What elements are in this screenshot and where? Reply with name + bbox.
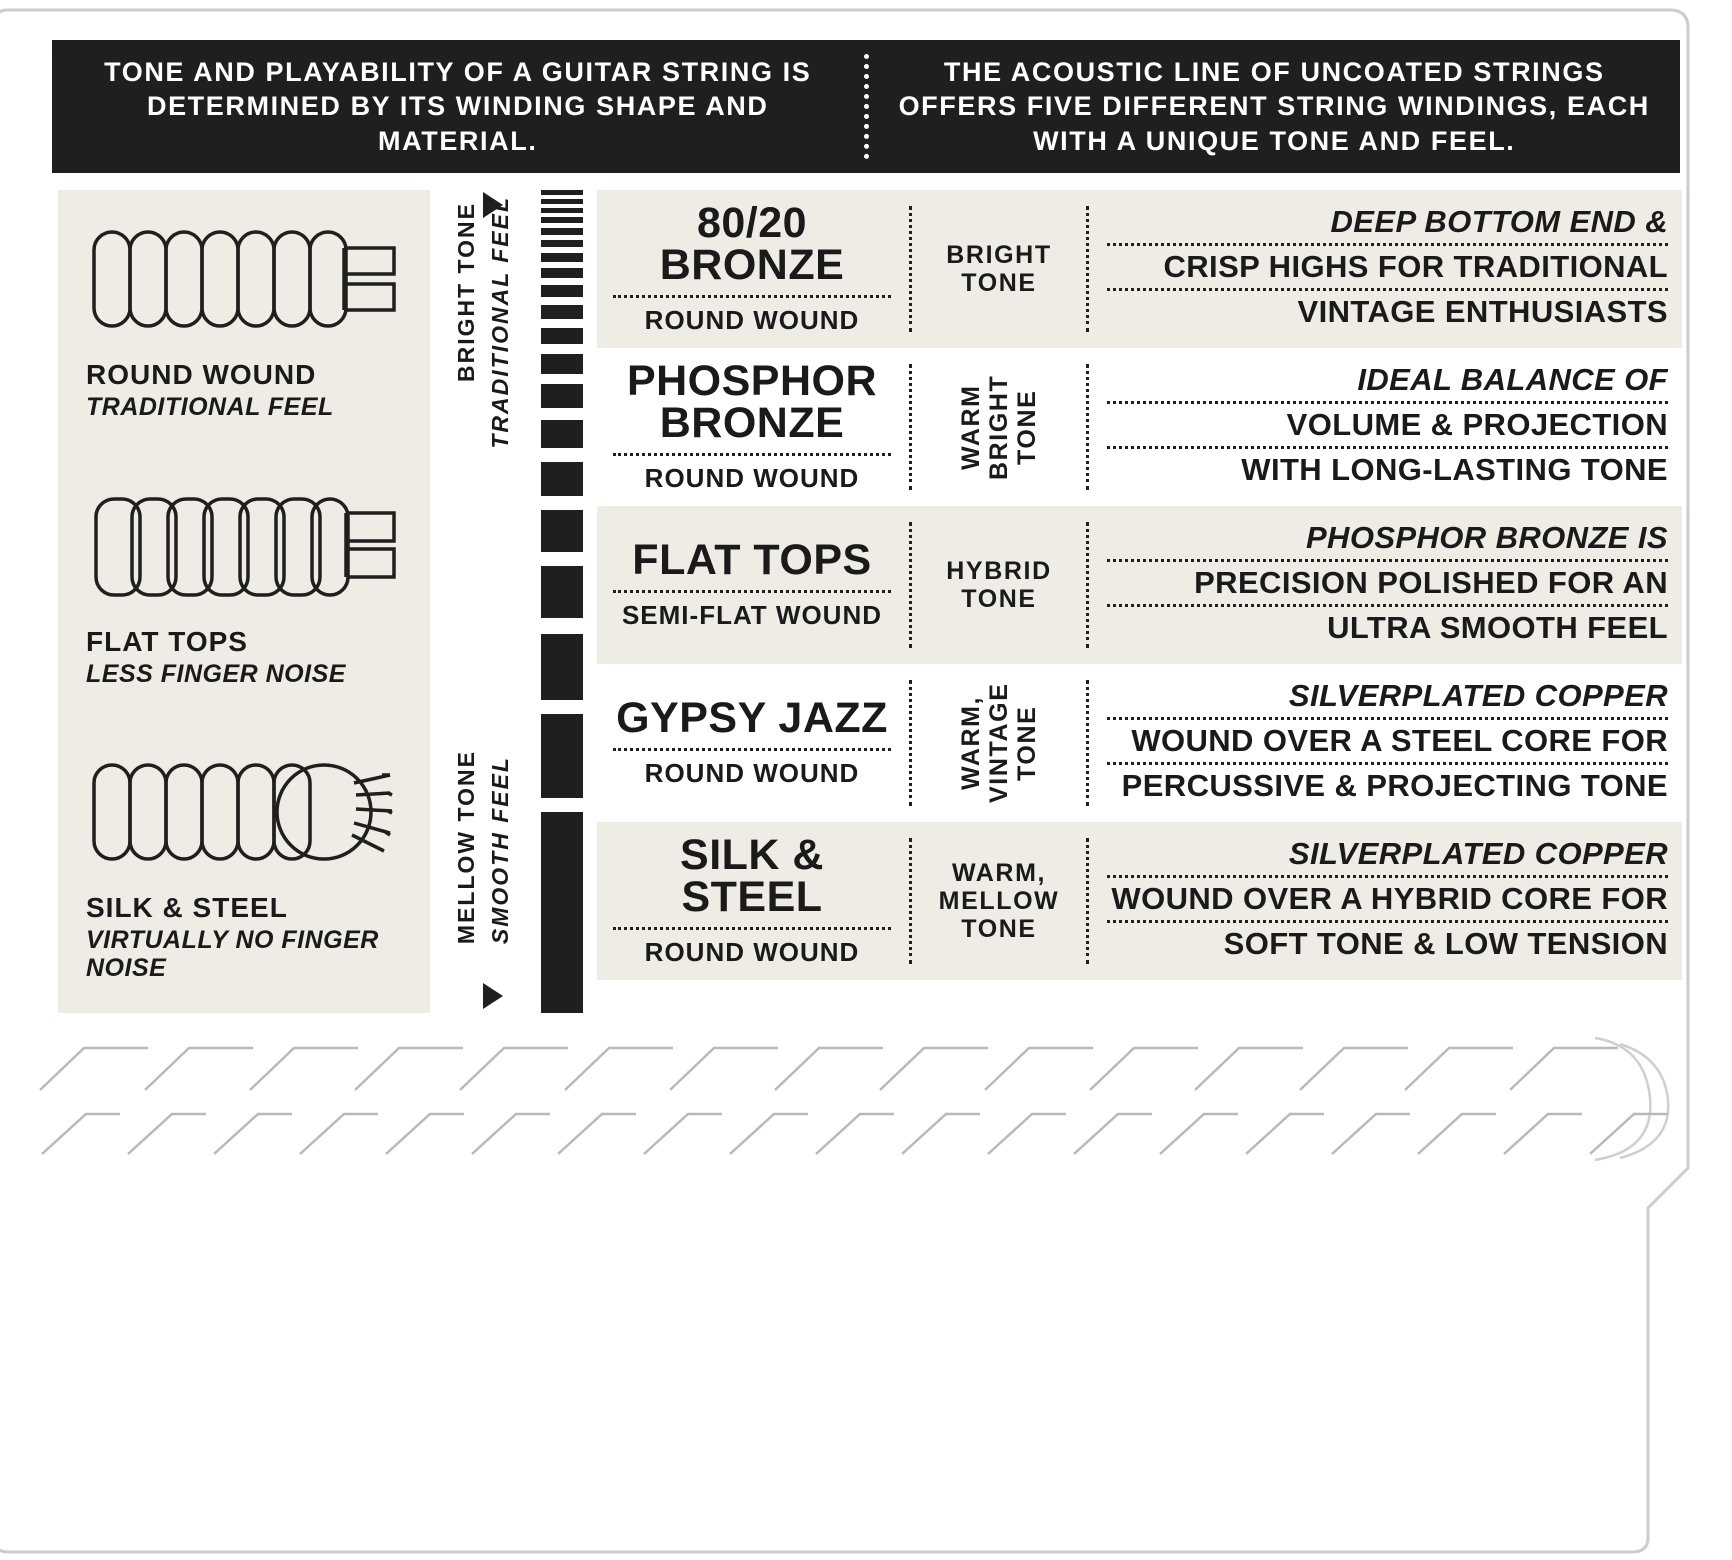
scale-arrow-bottom: [483, 983, 503, 1009]
tone-gradient-bars: [541, 190, 583, 1013]
divider: [909, 364, 912, 490]
string-name-cell: [607, 356, 897, 498]
string-name: SILK & STEEL: [680, 830, 824, 921]
tone-label: WARM, MELLOW TONE: [938, 859, 1060, 943]
silk-steel-coil-icon: [86, 753, 402, 873]
description-line: PRECISION POLISHED FOR AN: [1107, 566, 1668, 607]
winding-silk-and-steel: [58, 753, 430, 982]
table-row[interactable]: [597, 506, 1682, 664]
tone-cell: [924, 830, 1074, 972]
description-line: SOFT TONE & LOW TENSION: [1223, 925, 1668, 961]
string-name: GYPSY JAZZ: [616, 693, 888, 742]
string-name-cell: [607, 672, 897, 814]
divider: [613, 748, 891, 751]
description-cell: [1101, 672, 1668, 814]
string-name-cell: [607, 514, 897, 656]
description-line: SILVERPLATED COPPER: [1107, 679, 1668, 720]
divider: [613, 590, 891, 593]
tone-cell: [924, 672, 1074, 814]
tone-cell: [924, 514, 1074, 656]
string-name-cell: [607, 830, 897, 972]
string-name: PHOSPHOR BRONZE: [626, 356, 878, 447]
description-line: VOLUME & PROJECTION: [1107, 408, 1668, 449]
tone-scale-labels: [445, 190, 537, 1013]
scale-label-traditional-feel: TRADITIONAL FEEL: [487, 196, 513, 449]
description-line: CRISP HIGHS FOR TRADITIONAL: [1107, 250, 1668, 291]
string-wind: ROUND WOUND: [644, 463, 860, 494]
table-row[interactable]: [597, 822, 1682, 980]
winding-subtitle: LESS FINGER NOISE: [86, 660, 346, 688]
string-wind: SEMI-FLAT WOUND: [621, 600, 883, 631]
divider: [909, 680, 912, 806]
divider: [1086, 522, 1089, 648]
round-wound-coil-icon: [86, 220, 402, 340]
description-line: WITH LONG-LASTING TONE: [1241, 451, 1668, 487]
table-row[interactable]: [597, 348, 1682, 506]
divider: [1086, 838, 1089, 964]
string-type-rows: [597, 190, 1682, 980]
scale-arrow-top: [483, 192, 503, 218]
winding-title: FLAT TOPS: [86, 626, 248, 657]
description-line: IDEAL BALANCE OF: [1107, 363, 1668, 404]
divider: [1086, 680, 1089, 806]
divider: [613, 295, 891, 298]
winding-title: SILK & STEEL: [86, 892, 288, 923]
tone-label: BRIGHT TONE: [946, 241, 1052, 297]
description-cell: [1101, 514, 1668, 656]
string-wind: ROUND WOUND: [644, 305, 860, 336]
description-line: SILVERPLATED COPPER: [1107, 837, 1668, 878]
winding-subtitle: VIRTUALLY NO FINGER NOISE: [86, 926, 379, 982]
header-band: [52, 40, 1680, 173]
winding-types-panel: [58, 190, 430, 1013]
header-right-text: THE ACOUSTIC LINE OF UNCOATED STRINGS OFFERS FIVE DIFFERENT STRING WINDINGS, EACH WITH A UNIQUE TONE AND FEEL.: [898, 56, 1650, 156]
description-cell: [1101, 356, 1668, 498]
description-cell: [1101, 198, 1668, 340]
table-row[interactable]: [597, 664, 1682, 822]
description-line: PHOSPHOR BRONZE IS: [1107, 521, 1668, 562]
string-name: 80/20 BRONZE: [659, 198, 845, 289]
divider: [613, 453, 891, 456]
divider: [613, 927, 891, 930]
description-line: DEEP BOTTOM END &: [1107, 205, 1668, 246]
description-cell: [1101, 830, 1668, 972]
divider: [909, 522, 912, 648]
string-wind: ROUND WOUND: [644, 937, 860, 968]
description-line: WOUND OVER A STEEL CORE FOR: [1107, 724, 1668, 765]
tone-scale: [445, 190, 585, 1013]
winding-subtitle: TRADITIONAL FEEL: [86, 393, 334, 421]
string-name: FLAT TOPS: [632, 535, 872, 584]
flat-top-coil-icon: [86, 487, 402, 607]
string-winding-illustration: [0, 1018, 1732, 1178]
string-name-cell: [607, 198, 897, 340]
divider: [1086, 364, 1089, 490]
tone-cell: [924, 356, 1074, 498]
divider: [909, 838, 912, 964]
divider: [1086, 206, 1089, 332]
description-line: PERCUSSIVE & PROJECTING TONE: [1121, 767, 1668, 803]
divider: [909, 206, 912, 332]
tone-cell: [924, 198, 1074, 340]
tone-label: HYBRID TONE: [946, 557, 1052, 613]
header-left-text: TONE AND PLAYABILITY OF A GUITAR STRING IS DETERMINED BY ITS WINDING SHAPE AND MATERIAL.: [104, 56, 812, 156]
table-row[interactable]: [597, 190, 1682, 348]
scale-label-bright-tone: BRIGHT TONE: [453, 202, 479, 383]
scale-label-smooth-feel: SMOOTH FEEL: [487, 756, 513, 945]
description-line: VINTAGE ENTHUSIASTS: [1297, 293, 1668, 329]
tone-label: WARM, VINTAGE TONE: [957, 682, 1041, 804]
winding-title: ROUND WOUND: [86, 359, 317, 390]
description-line: ULTRA SMOOTH FEEL: [1327, 609, 1668, 645]
description-line: WOUND OVER A HYBRID CORE FOR: [1107, 882, 1668, 923]
winding-round-wound: [58, 220, 430, 421]
winding-flat-tops: [58, 487, 430, 688]
string-wind: ROUND WOUND: [644, 758, 860, 789]
scale-label-mellow-tone: MELLOW TONE: [453, 750, 479, 945]
tone-label: WARM BRIGHT TONE: [957, 374, 1041, 480]
